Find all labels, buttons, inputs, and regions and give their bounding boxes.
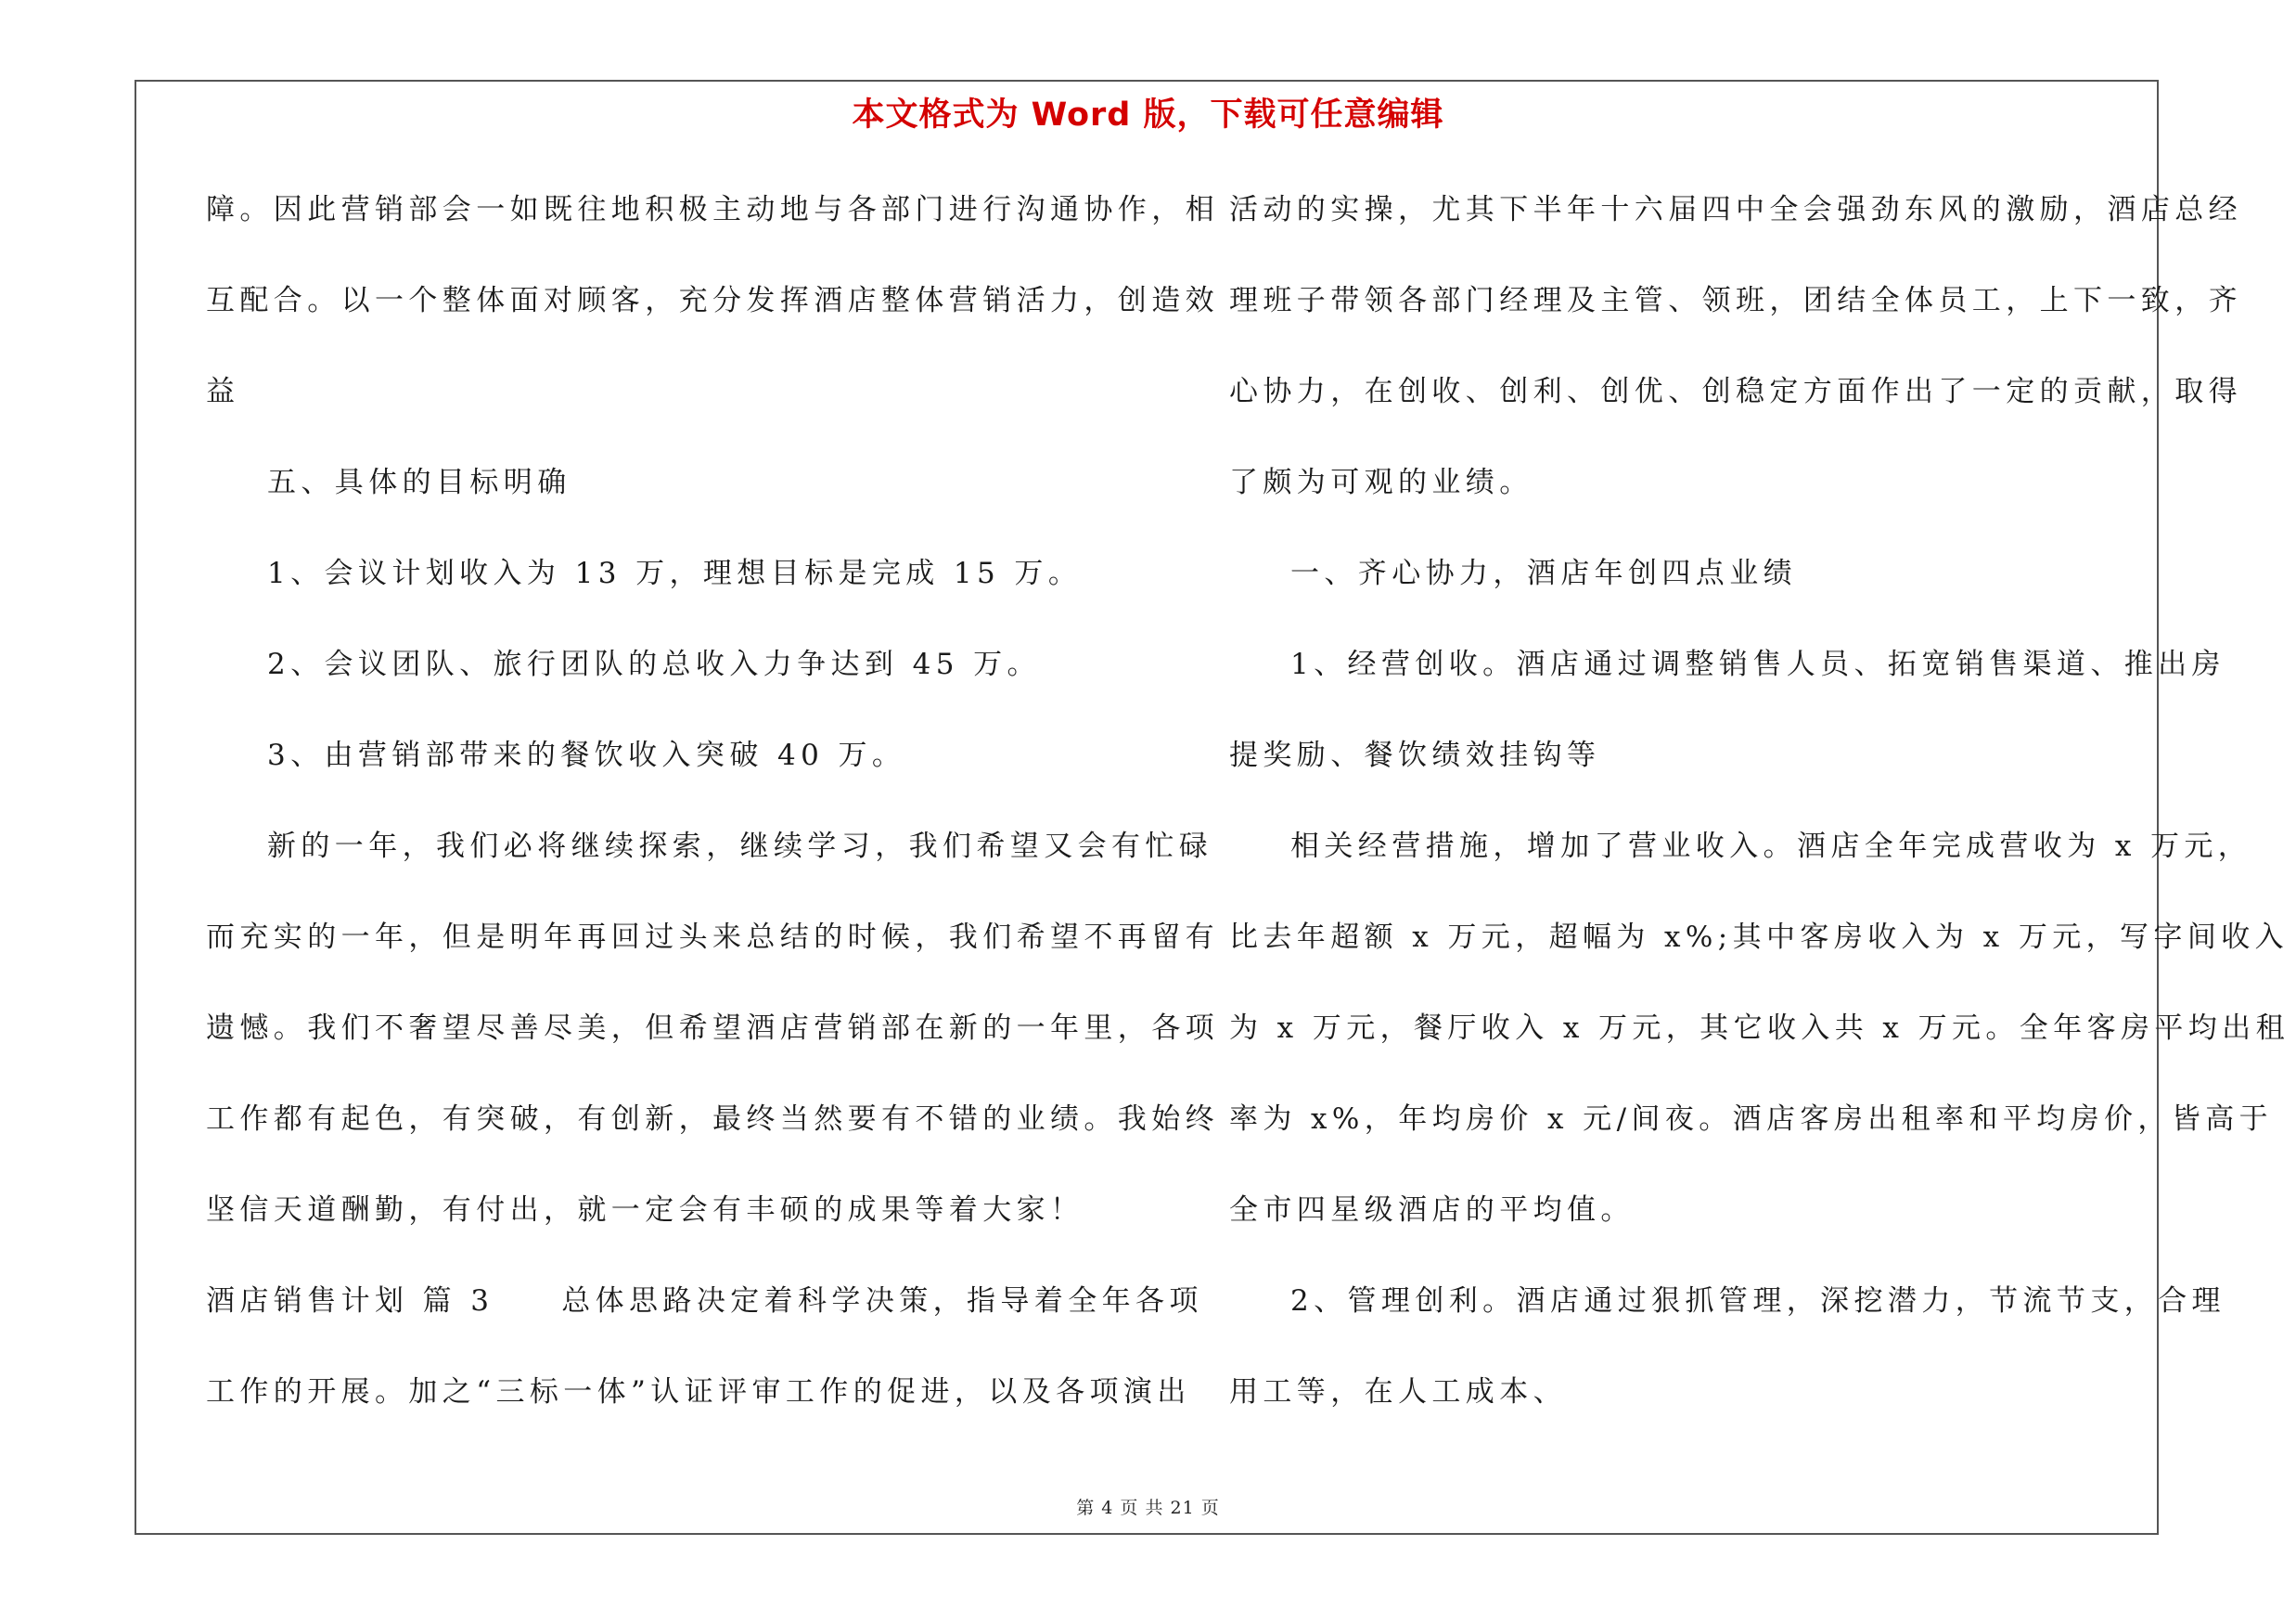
left-column-line: 遗憾。我们不奢望尽善尽美，但希望酒店营销部在新的一年里，各项	[206, 1011, 1219, 1045]
right-column-line: 相关经营措施，增加了营业收入。酒店全年完成营收为 x 万元，	[1290, 830, 2252, 863]
left-column-line: 2、会议团队、旅行团队的总收入力争达到 45 万。	[267, 648, 1041, 681]
left-column-line: 工作的开展。加之“三标一体”认证评审工作的促进，以及各项演出	[206, 1375, 1191, 1409]
right-column-line: 率为 x%，年均房价 x 元/间夜。酒店客房出租率和平均房价，皆高于	[1229, 1102, 2274, 1136]
right-column-line: 用工等，在人工成本、	[1229, 1375, 1567, 1409]
right-column-line: 提奖励、餐饮绩效挂钩等	[1229, 739, 1601, 772]
right-column-line: 心协力，在创收、创利、创优、创稳定方面作出了一定的贡献，取得	[1229, 375, 2242, 408]
left-column-line: 1、会议计划收入为 13 万，理想目标是完成 15 万。	[267, 557, 1083, 590]
right-column-line: 活动的实操，尤其下半年十六届四中全会强劲东风的激励，酒店总经	[1229, 193, 2242, 226]
left-column-line: 酒店销售计划 篇 3 总体思路决定着科学决策，指导着全年各项	[206, 1284, 1203, 1318]
left-column	[206, 182, 1219, 1455]
format-banner: 本文格式为 Word 版，下载可任意编辑	[852, 97, 1444, 134]
right-column-line: 了颇为可观的业绩。	[1229, 466, 1533, 499]
left-column-line: 新的一年，我们必将继续探索，继续学习，我们希望又会有忙碌	[267, 830, 1213, 863]
left-column-line: 而充实的一年，但是明年再回过头来总结的时候，我们希望不再留有	[206, 921, 1219, 954]
page-number: 第 4 页 共 21 页	[1076, 1498, 1220, 1518]
right-column-line: 理班子带领各部门经理及主管、领班，团结全体员工，上下一致，齐	[1229, 284, 2242, 317]
left-column-line: 五、具体的目标明确	[267, 466, 571, 499]
right-column-line: 1、经营创收。酒店通过调整销售人员、拓宽销售渠道、推出房	[1290, 648, 2225, 681]
left-column-line: 障。因此营销部会一如既往地积极主动地与各部门进行沟通协作，相	[206, 193, 1219, 226]
left-column-line: 3、由营销部带来的餐饮收入突破 40 万。	[267, 739, 906, 772]
right-column-line: 全市四星级酒店的平均值。	[1229, 1193, 1635, 1227]
left-column-line: 工作都有起色，有突破，有创新，最终当然要有不错的业绩。我始终	[206, 1102, 1219, 1136]
left-column-line: 益	[206, 375, 240, 408]
right-column-line: 比去年超额 x 万元，超幅为 x%;其中客房收入为 x 万元，写字间收入	[1229, 921, 2290, 954]
right-column-line: 为 x 万元，餐厅收入 x 万元，其它收入共 x 万元。全年客房平均出租	[1229, 1011, 2290, 1045]
right-column	[1229, 182, 2290, 1455]
right-column-line: 一、齐心协力，酒店年创四点业绩	[1290, 557, 1797, 590]
left-column-line: 坚信天道酬勤，有付出，就一定会有丰硕的成果等着大家！	[206, 1193, 1084, 1227]
right-column-line: 2、管理创利。酒店通过狠抓管理，深挖潜力，节流节支，合理	[1290, 1284, 2225, 1318]
left-column-line: 互配合。以一个整体面对顾客，充分发挥酒店整体营销活力，创造效	[206, 284, 1219, 317]
